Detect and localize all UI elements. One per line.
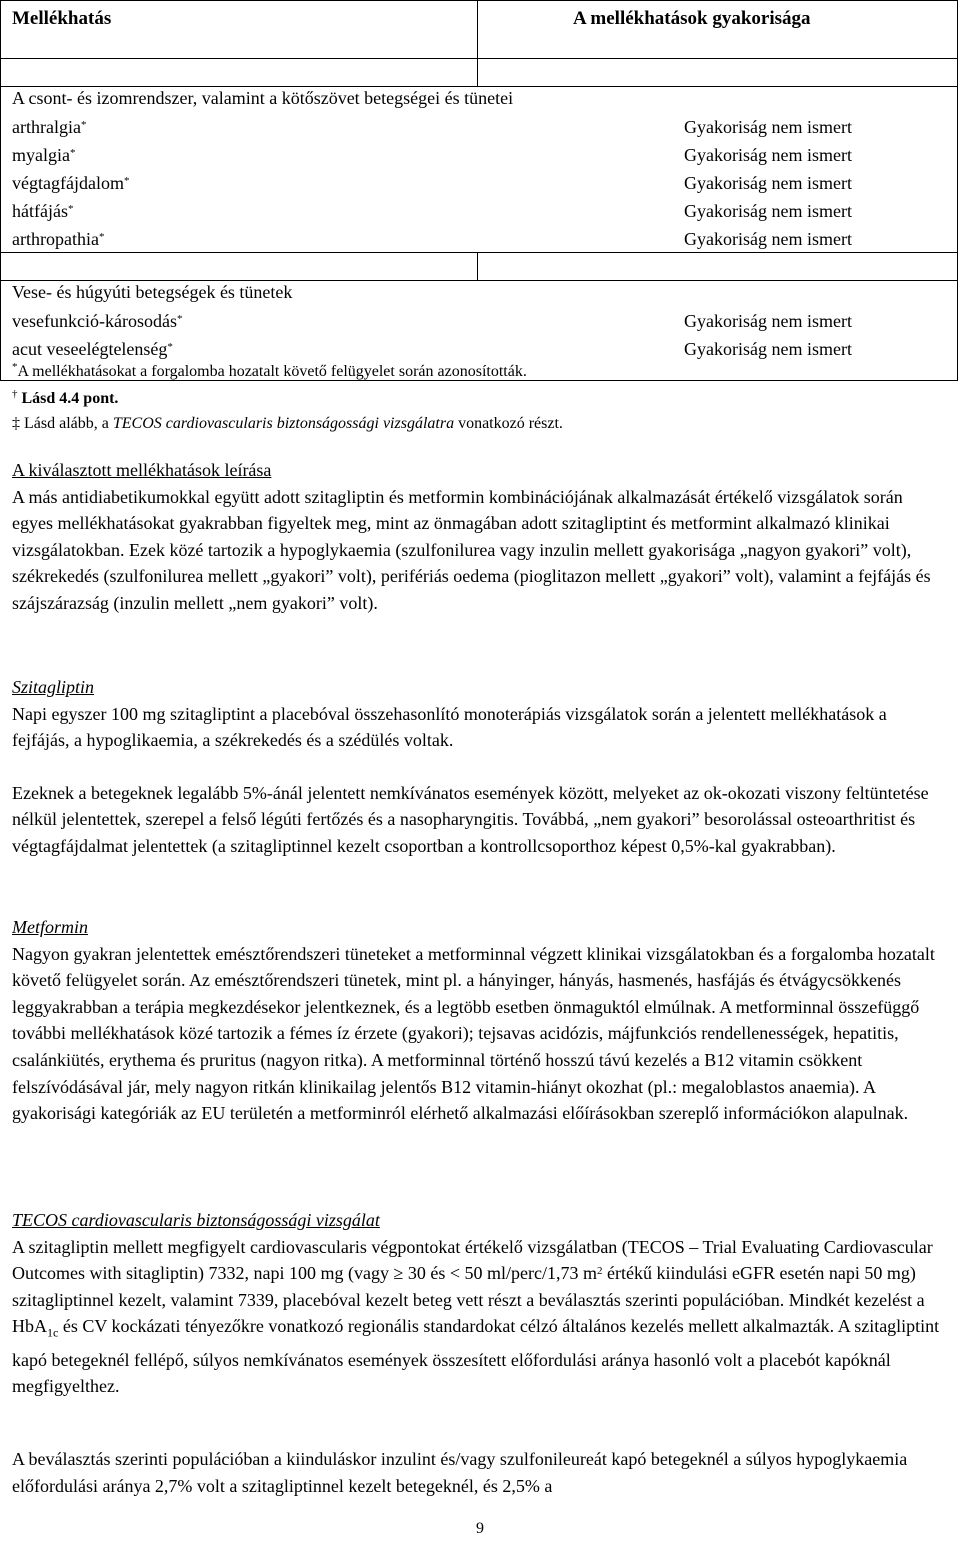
section-musculoskeletal-title: A csont- és izomrendszer, valamint a kötőszövet betegségei és tünetei (12, 88, 514, 108)
table-row (12, 169, 852, 197)
table-row (12, 141, 852, 169)
footnote-text-pre: Lásd alább, a (24, 415, 113, 432)
footnote-text: Lásd 4.4 pont. (21, 390, 119, 407)
table-row (12, 225, 852, 253)
tecos-text-b: 30 és < 50 ml/perc/1,73 m (403, 1263, 597, 1284)
section-paragraph: A más antidiabetikumokkal együtt adott szitagliptin és metformin kombinációjának alkalmazását értékelő vizsgálatok során egyes mellékhatásokat gyakrabban figyeltek meg, mint az önmagában adott szitagliptint és metformint alkalmazó klinikai vizsgálatokban. Ezek közé tartozik a hypoglykaemia (szulfonilurea vagy inzulin mellett gyakorisága „nagyon gyakori” volt), székrekedés (szulfonilurea mellett „gyakori” volt), perifériás oedema (pioglitazon mellett „gyakori” volt), valamint a fejfájás és szájszárazság (inzulin mellett „nem gyakori” volt). (12, 486, 931, 613)
border-top (0, 0, 958, 1)
section-tecos (12, 1207, 948, 1400)
border-header-bottom (0, 58, 958, 59)
section-heading: A kiválasztott mellékhatások leírása (12, 460, 272, 480)
reaction-name: végtagfájdalom (12, 173, 124, 193)
reaction-name: hátfájás (12, 201, 68, 221)
footnote-mark: ‡ (12, 415, 20, 432)
section-heading: Szitagliptin (12, 677, 95, 697)
asterisk-mark: * (167, 341, 173, 353)
table-row (12, 307, 852, 335)
footnote-mark: * (12, 361, 18, 373)
section-hypoglycaemia (12, 1446, 948, 1499)
frequency-value: Gyakoriság nem ismert (684, 339, 852, 359)
section-renal-title: Vese- és húgyúti betegségek és tünetek (12, 282, 293, 302)
section-metformin (12, 914, 948, 1127)
reaction-name: arthropathia (12, 229, 99, 249)
header-col-adverse-reaction: Mellékhatás (12, 8, 112, 29)
section-paragraph: Ezeknek a betegeknek legalább 5%-ánál jelentett nemkívánatos események között, melyeket az ok-okozati viszony feltüntetése nélkül jelentettek, szerepel a felső légúti fertőzés és a nasopharyngitis. Továbbá, „nem gyakori” besorolással osteoarthritist és végtagfájdalmat jelentettek (a szitagliptinnel kezelt csoportban a kontrollcsoporthoz képest 0,5%-kal gyakrabban). (12, 782, 929, 856)
footnote-text-italic: TECOS cardiovascularis biztonságossági vizsgálatra (112, 415, 455, 432)
table-row (12, 335, 852, 363)
footnote-dagger (12, 390, 118, 408)
table-row (12, 113, 852, 141)
border-col-divider-header (477, 0, 478, 58)
border-left (0, 0, 1, 380)
reaction-name: acut veseelégtelenség (12, 339, 168, 359)
frequency-value: Gyakoriság nem ismert (684, 145, 852, 165)
section-paragraph: Napi egyszer 100 mg szitagliptint a placebóval összehasonlító monoterápiás vizsgálatok során a jelentett mellékhatások a fejfájás, a hypoglikaemia, a székrekedés és a szédülés voltak. (12, 703, 887, 751)
section-heading: TECOS cardiovascularis biztonságossági vizsgálat (12, 1210, 380, 1230)
asterisk-mark: * (80, 119, 87, 131)
tecos-text-a: A szitagliptin mellett megfigyelt cardiovascularis végpontokat értékelő vizsgálatban (TECOS – Trial Evaluating Cardiovascular Outcomes with sitagliptin) 7332, napi 100 mg (vagy (12, 1236, 933, 1284)
footnote-text-post: vonatkozó részt. (454, 415, 563, 432)
border-row-1 (0, 86, 958, 87)
tecos-text-d: és CV kockázati tényezőkre vonatkozó regionális standardokat célzó általános kezelés mellett alkalmazták. A szitagliptint kapó betegeknél fellépő, súlyos nemkívánatos események összesített előfordulási aránya hasonló volt a placebót kapóknál megfigyelthez. (12, 1316, 940, 1397)
footnote-text: A mellékhatásokat a forgalomba hozatalt követő felügyelet során azonosították. (17, 363, 527, 380)
footnote-double-dagger (12, 415, 563, 433)
reaction-name: vesefunkció-károsodás (12, 311, 177, 331)
footnote-mark: † (12, 388, 18, 400)
section-heading: Metformin (12, 917, 88, 937)
border-col-divider-r2 (477, 252, 478, 280)
asterisk-mark: * (123, 175, 130, 187)
page-number: 9 (476, 1520, 484, 1537)
frequency-value: Gyakoriság nem ismert (684, 311, 852, 331)
section-paragraph (12, 1234, 948, 1400)
asterisk-mark: * (98, 231, 105, 243)
footnote-asterisk (12, 363, 527, 381)
frequency-value: Gyakoriság nem ismert (684, 229, 852, 249)
tecos-text-c: értékű kiindulási eGFR esetén napi 50 mg) szitagliptinnel kezelt, valamint 7339, placebóval kezelt beteg vett részt a beválasztás szerinti populációban. Mindkét kezelést a HbA (12, 1263, 925, 1337)
section-paragraph: Nagyon gyakran jelentettek emésztőrendszeri tüneteket a metforminnal végzett klinikai vizsgálatokban és a forgalomba hozatalt követő felügyelet során. Az emésztőrendszeri tünetek, mint pl. a hányinger, hányás, hasmenés, hasfájás és étvágycsökkenés leggyakrabban a terápia megkezdésekor jelentkeznek, és a legtöbb esetben önmaguktól elmúlnak. A metforminnal összefüggő további mellékhatások közé tartozik a fémes íz érzete (gyakori); tejsavas acidózis, májfunkciós rendellenességek, hepatitis, csalánkiütés, erythema és pruritus (nagyon ritka). A metforminnal történő hosszú távú kezelés a B12 vitamin csökkent felszívódásával jár, mely nagyon ritkán klinikailag jelentős B12 vitamin-hiányt okozhat (pl.: megaloblastos anaemia). A gyakorisági kategóriák az EU területén a metforminról elérhető alkalmazási előírásokban szereplő információkon alapulnak. (12, 943, 935, 1124)
superscript-2: 2 (596, 1265, 603, 1278)
frequency-value: Gyakoriság nem ismert (684, 201, 852, 221)
frequency-value: Gyakoriság nem ismert (684, 173, 852, 193)
asterisk-mark: * (67, 203, 74, 215)
section-sitagliptin (12, 674, 948, 860)
table-row (12, 197, 852, 225)
border-row-3 (0, 280, 958, 281)
ge-symbol: ≥ (393, 1263, 404, 1284)
border-col-divider-r1 (477, 58, 478, 86)
reaction-name: myalgia (12, 145, 70, 165)
frequency-value: Gyakoriság nem ismert (684, 117, 852, 137)
section-paragraph: A beválasztás szerinti populációban a kiinduláskor inzulint és/vagy szulfonileureát kapó betegeknél a súlyos hypoglykaemia előfordulási aránya 2,7% volt a szitagliptinnel kezelt betegeknél, és 2,5% a (12, 1449, 908, 1496)
section-selected-reactions (12, 457, 948, 617)
border-right (957, 0, 958, 380)
asterisk-mark: * (69, 147, 76, 159)
reaction-name: arthralgia (12, 117, 81, 137)
asterisk-mark: * (176, 313, 183, 325)
header-col-frequency: A mellékhatások gyakorisága (573, 8, 811, 29)
subscript-1c: 1c (47, 1325, 59, 1340)
